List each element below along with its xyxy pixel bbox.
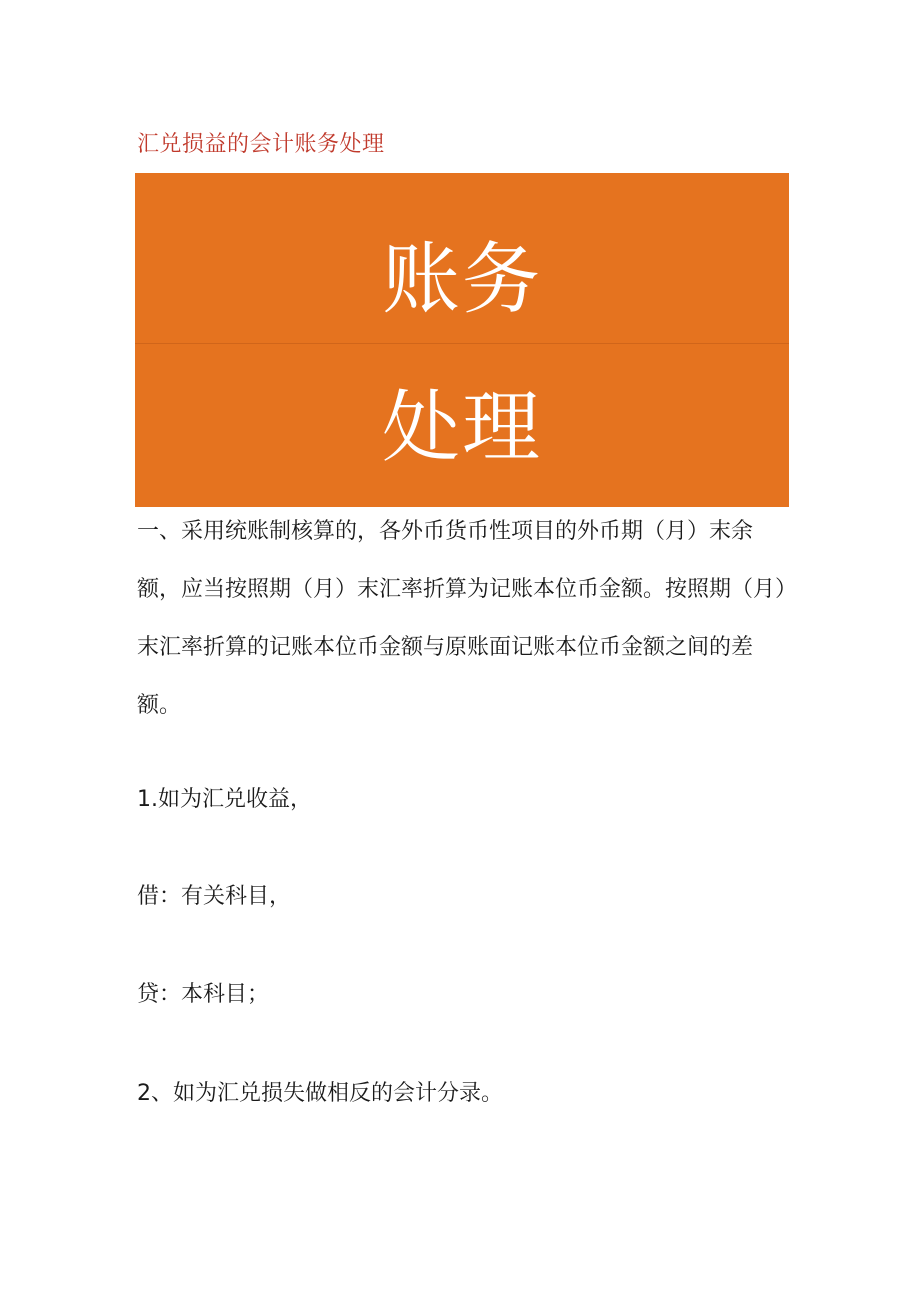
list-item: 2、如为汇兑损失做相反的会计分录。 [137,1081,503,1106]
banner-line-2: 处理 [381,383,542,473]
title-banner [135,173,789,507]
page-title: 汇兑损益的会计账务处理 [137,132,385,157]
list-item: 1.如为汇兑收益， [137,787,312,812]
banner-divider [135,343,789,344]
list-item: 贷：本科目； [137,982,270,1007]
list-item: 借：有关科目， [137,884,292,909]
banner-line-1: 账务 [381,235,542,325]
intro-paragraph: 一、采用统账制核算的，各外币货币性项目的外币期（月）末余额，应当按照期（月）末汇率折算为记账本位币金额。按照期（月）末汇率折算的记账本位币金额与原账面记账本位币金额之间的差额。 [137,519,787,718]
